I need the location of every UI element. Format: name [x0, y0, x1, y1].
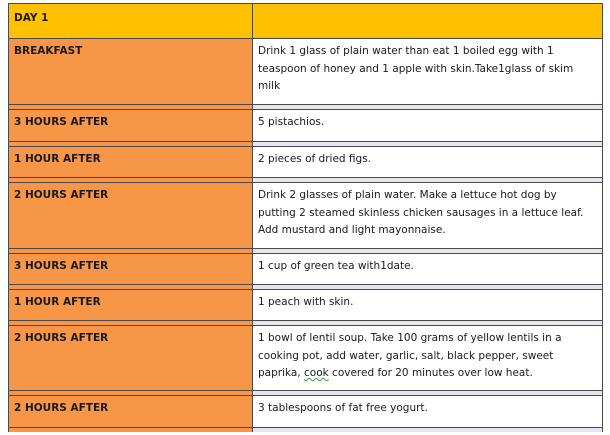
- time-cell: 2 HOURS AFTER: [9, 183, 253, 249]
- meal-cell: 2 pieces of dried figs.: [253, 147, 603, 178]
- header-blank-cell: [253, 4, 603, 39]
- table-row: [9, 39, 603, 105]
- meal-cell: 1 cup of green tea with1date.: [253, 254, 603, 285]
- meal-text-part: 1 bowl of lentil soup. Take 100 grams of yellow lentils in a cooking pot, add water, garlic, salt, black pepper, sweet paprika,: [258, 332, 562, 379]
- meal-cell: 5 pistachios.: [253, 110, 603, 142]
- meal-cell: Drink 1 glass of plain water than eat 1 boiled egg with 1 teaspoon of honey and 1 apple with skin.Take1glass of skim milk: [253, 39, 603, 105]
- diet-plan-table: [8, 3, 603, 432]
- table-row: [9, 147, 603, 178]
- table-row: [9, 290, 603, 321]
- meal-text-part: covered for 20 minutes over low heat.: [328, 367, 533, 379]
- time-cell: 2 HOURS AFTER: [9, 396, 253, 428]
- time-cell: 3 HOURS AFTER: [9, 110, 253, 142]
- row-gap: [9, 428, 603, 433]
- meal-cell: 1 peach with skin.: [253, 290, 603, 321]
- spellcheck-underlined-word: cook: [304, 367, 329, 379]
- time-cell: BREAKFAST: [9, 39, 253, 105]
- time-cell: 3 HOURS AFTER: [9, 254, 253, 285]
- meal-cell: [253, 326, 603, 391]
- table-header-row: [9, 4, 603, 39]
- time-cell: 2 HOURS AFTER: [9, 326, 253, 391]
- day-label: DAY 1: [9, 4, 253, 39]
- table-row: [9, 396, 603, 428]
- table-row: [9, 183, 603, 249]
- meal-cell: 3 tablespoons of fat free yogurt.: [253, 396, 603, 428]
- table-row: [9, 254, 603, 285]
- table-row: [9, 110, 603, 142]
- time-cell: 1 HOUR AFTER: [9, 147, 253, 178]
- table-row: [9, 326, 603, 391]
- meal-cell: Drink 2 glasses of plain water. Make a lettuce hot dog by putting 2 steamed skinless chicken sausages in a lettuce leaf. Add mustard and light mayonnaise.: [253, 183, 603, 249]
- time-cell: 1 HOUR AFTER: [9, 290, 253, 321]
